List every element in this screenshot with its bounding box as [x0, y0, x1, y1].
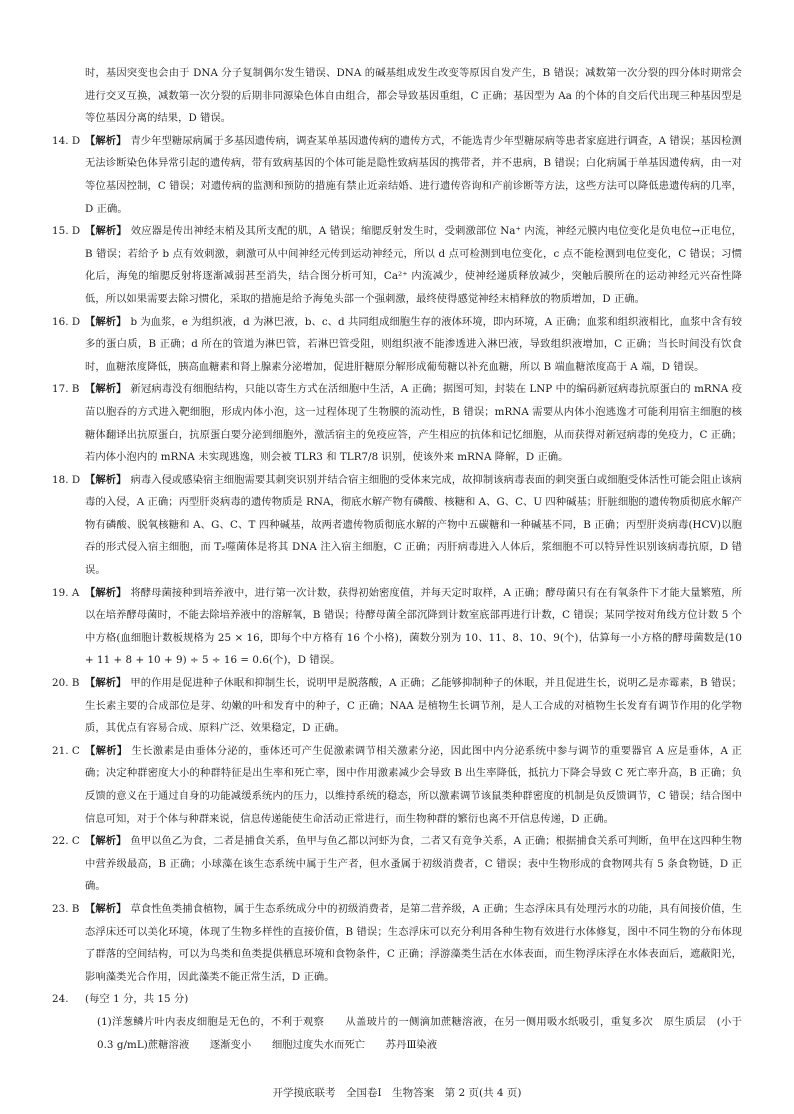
answer-item: [52, 582, 742, 672]
answer-part-1: (1)洋葱鳞片叶内表皮细胞是无色的，不利于观察 从盖玻片的一侧滴加蔗糖溶液，在另一侧用吸水纸吸引，重复多次 原生质层 (小于 0.3 g/mL)蔗糖溶液 逐渐变小 细胞过度失水而死亡 苏丹Ⅲ染液: [97, 1015, 742, 1051]
question-number: 18. D: [52, 473, 81, 486]
question-number: 14. D: [52, 134, 81, 147]
analysis-text: 青少年型糖尿病属于多基因遗传病，调查某单基因遗传病的遗传方式，不能选青少年型糖尿病等患者家庭进行调查，A 错误；基因检测无法诊断染色体异常引起的遗传病，带有致病基因的个体可能是隐性致病基因的携带者，并不患病，B 错误；白化病属于单基因遗传病，由一对等位基因控制，C 错误；对遗传病的监测和预防的措施有禁止近亲结婚、进行遗传咨询和产前诊断等方法，这些方法可以降低患遗传病的几率，D 正确。: [85, 134, 742, 215]
scoring-note: (每空 1 分，共 15 分): [85, 993, 189, 1006]
analysis-tag: 【解析】: [85, 902, 127, 915]
analysis-text: 草食性鱼类捕食植物，属于生态系统成分中的初级消费者，是第二营养级，A 正确；生态浮床具有处理污水的功能，具有间接价值，生态浮床还可以美化环境，体现了生物多样性的直接价值，B 错误；生态浮床可以充分利用各种生物有效进行水体修复，图中不同生物的分布体现了群落的空间结构，可以为鸟类和鱼类提供栖息环境和食物条件，C 正确；浮游藻类生活在水体表面，而生物浮床浮在水体表面后，遮蔽阳光，影响藻类光合作用，因此藻类不能正常生活，D 正确。: [85, 902, 742, 983]
answer-item: [52, 469, 742, 582]
question-24: [52, 988, 742, 1056]
analysis-tag: 【解析】: [85, 315, 127, 328]
answer-item: [52, 740, 742, 830]
question-number: 21. C: [52, 744, 80, 757]
analysis-text: 鱼甲以鱼乙为食，二者是捕食关系，鱼甲与鱼乙都以河虾为食，二者又有竞争关系，A 正确；根据捕食关系可判断，鱼甲在这四种生物中营养级最高，B 正确；小球藻在该生态系统中属于生产者，但水蚤属于初级消费者，C 错误；表中生物形成的食物网共有 5 条食物链，D 正确。: [85, 835, 742, 893]
analysis-text: 甲的作用是促进种子休眠和抑制生长，说明甲是脱落酸，A 正确；乙能够抑制种子的休眠，并且促进生长，说明乙是赤霉素，B 错误；生长素主要的合成部位是芽、幼嫩的叶和发育中的种子，C 正确；NAA 是植物生长调节剂，是人工合成的对植物生长发育有调节作用的化学物质，其优点有容易合成、原料广泛、效果稳定，D 正确。: [85, 677, 742, 735]
analysis-text: 将酵母菌接种到培养液中，进行第一次计数，获得初始密度值，并每天定时取样，A 正确；酵母菌只有在有氧条件下才能大量繁殖，所以在培养酵母菌时，不能去除培养液中的溶解氧，B 错误；待酵母菌全部沉降到计数室底部再进行计数，C 错误；某同学按对角线方位计数 5 个中方格(血细胞计数板规格为 25 × 16，即每个中方格有 16 个小格)，菌数分别为 10、11、8、10、9(个)，估算每一小方格的酵母菌数是(10 + 11 + 8 + 10 + 9) ÷ 5 ÷ 16 = 0.6(个)，D 错误。: [85, 586, 742, 667]
analysis-tag: 【解析】: [85, 586, 127, 599]
analysis-text: b 为血浆，e 为组织液，d 为淋巴液，b、c、d 共同组成细胞生存的液体环境，即内环境，A 正确；血浆和组织液相比，血浆中含有较多的蛋白质，B 正确；d 所在的管道为淋巴管，若淋巴管受阻，则组织液不能渗透进入淋巴液，导致组织液增加，C 正确；当长时间没有饮食时，血糖浓度降低，胰高血糖素和肾上腺素分泌增加，促进肝糖原分解形成葡萄糖以补充血糖，所以 B 端血糖浓度高于 A 端，D 错误。: [85, 315, 743, 373]
question-number: 17. B: [52, 383, 80, 396]
answer-item: [52, 672, 742, 740]
analysis-tag: 【解析】: [85, 134, 127, 147]
answer-item: [52, 830, 742, 898]
answer-list: [52, 130, 742, 989]
question-number: 24.: [52, 993, 69, 1006]
carryover-paragraph: 时，基因突变也会由于 DNA 分子复制偶尔发生错误、DNA 的碱基组成发生改变等原因自发产生，B 错误；减数第一次分裂的四分体时期常会进行交叉互换，减数第一次分裂的后期非同源染色体自由组合，都会导致基因重组，C 正确；基因型为 Aa 的个体的自交后代出现三种基因型是等位基因分离的结果，D 错误。: [85, 67, 742, 125]
question-number: 15. D: [52, 225, 81, 238]
question-number: 16. D: [52, 315, 81, 328]
question-number: 20. B: [52, 677, 80, 690]
answer-item: [52, 378, 742, 468]
analysis-text: 生长激素是由垂体分泌的，垂体还可产生促激素调节相关激素分泌，因此图中内分泌系统中参与调节的重要器官 A 应是垂体，A 正确；决定种群密度大小的种群特征是出生率和死亡率，图中作用激素减少会导致 B 出生率降低，抵抗力下降会导致 C 死亡率升高，B 正确；负反馈的意义在于通过自身的功能减缓系统内的压力，以维持系统的稳态，所以激素调节该鼠类种群密度的机制是负反馈调节，C 错误；结合图中信息可知，对于个体与种群来说，信息传递能使生命活动正常进行，而生物种群的繁衍也离不开信息传递，D 正确。: [85, 744, 742, 825]
answer-item: [52, 130, 742, 220]
analysis-text: 效应器是传出神经末梢及其所支配的肌，A 错误；缩腮反射发生时，受刺激部位 Na⁺ 内流，神经元膜内电位变化是负电位→正电位，B 错误；若给予 b 点有效刺激，刺激可从中间神经元传到运动神经元，所以 d 点可检测到电位变化，c 点不能检测到电位变化，C 错误；习惯化后，海兔的缩腮反射将逐渐减弱甚至消失，结合图分析可知，Ca²⁺ 内流减少，使神经递质释放减少，突触后膜所在的运动神经元兴奋性降低，所以如果需要去除习惯化，采取的措施是给予海兔头部一个强刺激，最终使得感觉神经末梢释放的物质增加，D 正确。: [85, 225, 742, 305]
analysis-text: 新冠病毒没有细胞结构，只能以寄生方式在活细胞中生活，A 正确；据图可知，封装在 LNP 中的编码新冠病毒抗原蛋白的 mRNA 疫苗以胞吞的方式进入靶细胞，形成内体小泡，这一过程体现了生物膜的流动性，B 错误；mRNA 需要从内体小泡逃逸才可能利用宿主细胞的核糖体翻译出抗原蛋白，抗原蛋白要分泌到细胞外，激活宿主的免疫应答，产生相应的抗体和记忆细胞，从而获得对新冠病毒的免疫力，C 正确；若内体小泡内的 mRNA 未实现逃逸，则会被 TLR3 和 TLR7/8 识别，使该外来 mRNA 降解，D 正确。: [85, 383, 742, 464]
page-footer: 开学摸底联考 全国卷Ⅰ 生物答案 第 2 页(共 4 页): [272, 1087, 522, 1099]
analysis-text: 病毒入侵或感染宿主细胞需要其刺突识别并结合宿主细胞的受体来完成，故抑制该病毒表面的刺突蛋白或细胞受体活性可能会阻止该病毒的入侵，A 正确；丙型肝炎病毒的遗传物质是 RNA，彻底水解产物有磷酸、核糖和 A、G、C、U 四种碱基；肝脏细胞的遗传物质彻底水解产物有磷酸、脱氧核糖和 A、G、C、T 四种碱基，故两者遗传物质彻底水解的产物中五碳糖和一种碱基不同，B 正确；丙型肝炎病毒(HCV)以胞吞的形式侵入宿主细胞，而 T₂噬菌体是将其 DNA 注入宿主细胞，C 正确；丙肝病毒进入人体后，浆细胞不可以特异性识别该病毒抗原，D 错误。: [85, 473, 742, 577]
question-number: 22. C: [52, 835, 80, 848]
analysis-tag: 【解析】: [85, 677, 127, 690]
analysis-tag: 【解析】: [85, 835, 127, 848]
analysis-tag: 【解析】: [85, 744, 128, 757]
answer-item: [52, 311, 742, 379]
answer-item: [52, 220, 742, 310]
question-number: 23. B: [52, 902, 80, 915]
analysis-tag: 【解析】: [85, 225, 127, 238]
answer-item: [52, 898, 742, 988]
analysis-tag: 【解析】: [85, 383, 127, 396]
question-number: 19. A: [52, 586, 80, 599]
analysis-tag: 【解析】: [85, 473, 127, 486]
